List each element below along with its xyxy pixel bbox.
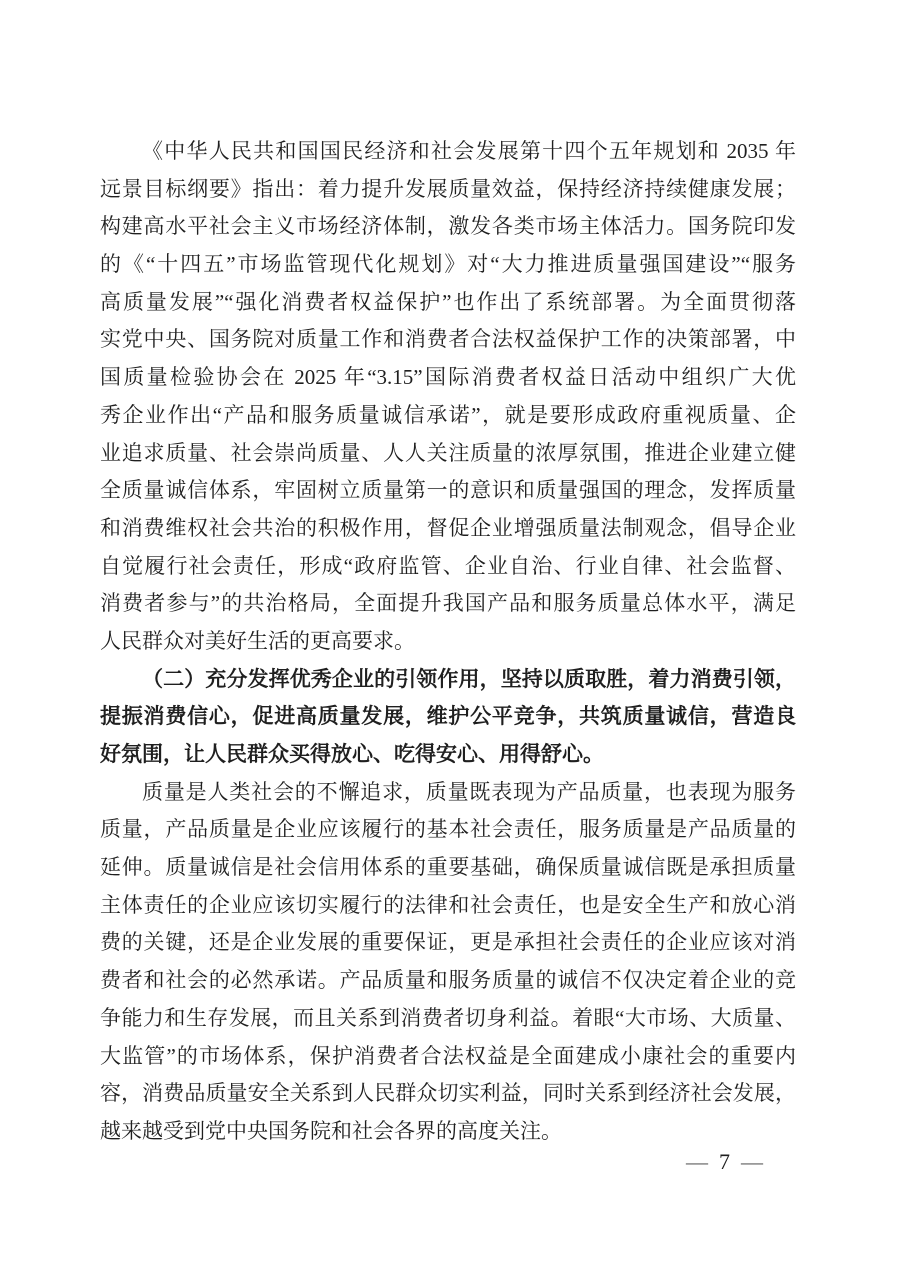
paragraph-intro xyxy=(100,133,796,661)
paragraph-body xyxy=(100,774,796,1151)
text-line: 消费者参与”的共治格局，全面提升我国产品和服务质量总体水平，满足 xyxy=(100,591,796,616)
text-line: 业追求质量、社会崇尚质量、人人关注质量的浓厚氛围，推进企业建立健 xyxy=(100,440,796,465)
page-number-dash-left: — xyxy=(686,1149,708,1174)
text-line: 全质量诚信体系，牢固树立质量第一的意识和质量强国的理念，发挥质量 xyxy=(100,478,796,503)
text-line: 高质量发展”“强化消费者权益保护”也作出了系统部署。为全面贯彻落 xyxy=(100,289,796,314)
text-line: 实党中央、国务院对质量工作和消费者合法权益保护工作的决策部署，中 xyxy=(100,327,796,352)
text-line: 的《“十四五”市场监管现代化规划》对“大力推进质量强国建设”“服务 xyxy=(100,252,796,277)
text-line: 容，消费品质量安全关系到人民群众切实利益，同时关系到经济社会发展， xyxy=(100,1081,796,1106)
page-number xyxy=(686,1149,763,1175)
text-line: （二）充分发挥优秀企业的引领作用，坚持以质取胜，着力消费引领， xyxy=(142,666,796,691)
text-line: 费的关键，还是企业发展的重要保证，更是承担社会责任的企业应该对消 xyxy=(100,930,796,955)
text-block xyxy=(100,133,796,1151)
text-line: 构建高水平社会主义市场经济体制，激发各类市场主体活力。国务院印发 xyxy=(100,214,796,239)
text-line: 主体责任的企业应该切实履行的法律和社会责任，也是安全生产和放心消 xyxy=(100,892,796,917)
text-line: 人民群众对美好生活的更高要求。 xyxy=(100,628,415,653)
page-number-dash-right: — xyxy=(741,1149,763,1174)
text-line: 提振消费信心，促进高质量发展，维护公平竞争，共筑质量诚信，营造良 xyxy=(100,704,796,729)
text-line: 质量，产品质量是企业应该履行的基本社会责任，服务质量是产品质量的 xyxy=(100,817,796,842)
text-line: 好氛围，让人民群众买得放心、吃得安心、用得舒心。 xyxy=(100,742,604,766)
text-line: 秀企业作出“产品和服务质量诚信承诺”，就是要形成政府重视质量、企 xyxy=(100,402,796,427)
text-line: 争能力和生存发展，而且关系到消费者切身利益。着眼“大市场、大质量、 xyxy=(100,1005,796,1030)
text-line: 和消费维权社会共治的积极作用，督促企业增强质量法制观念，倡导企业 xyxy=(100,515,796,540)
text-line: 质量是人类社会的不懈追求，质量既表现为产品质量，也表现为服务 xyxy=(142,779,796,804)
text-line: 自觉履行社会责任，形成“政府监管、企业自治、行业自律、社会监督、 xyxy=(100,553,796,578)
text-line: 越来越受到党中央国务院和社会各界的高度关注。 xyxy=(100,1118,562,1143)
text-line: 国质量检验协会在 2025 年“3.15”国际消费者权益日活动中组织广大优 xyxy=(100,365,796,390)
text-line: 《中华人民共和国国民经济和社会发展第十四个五年规划和 2035 年 xyxy=(142,139,796,163)
page-number-value: 7 xyxy=(719,1149,730,1174)
paragraph-heading-section-2 xyxy=(100,661,796,774)
text-line: 延伸。质量诚信是社会信用体系的重要基础，确保质量诚信既是承担质量 xyxy=(100,855,796,880)
text-line: 远景目标纲要》指出：着力提升发展质量效益，保持经济持续健康发展； xyxy=(100,176,796,201)
text-line: 费者和社会的必然承诺。产品质量和服务质量的诚信不仅决定着企业的竞 xyxy=(100,968,796,993)
text-line: 大监管”的市场体系，保护消费者合法权益是全面建成小康社会的重要内 xyxy=(100,1043,796,1068)
